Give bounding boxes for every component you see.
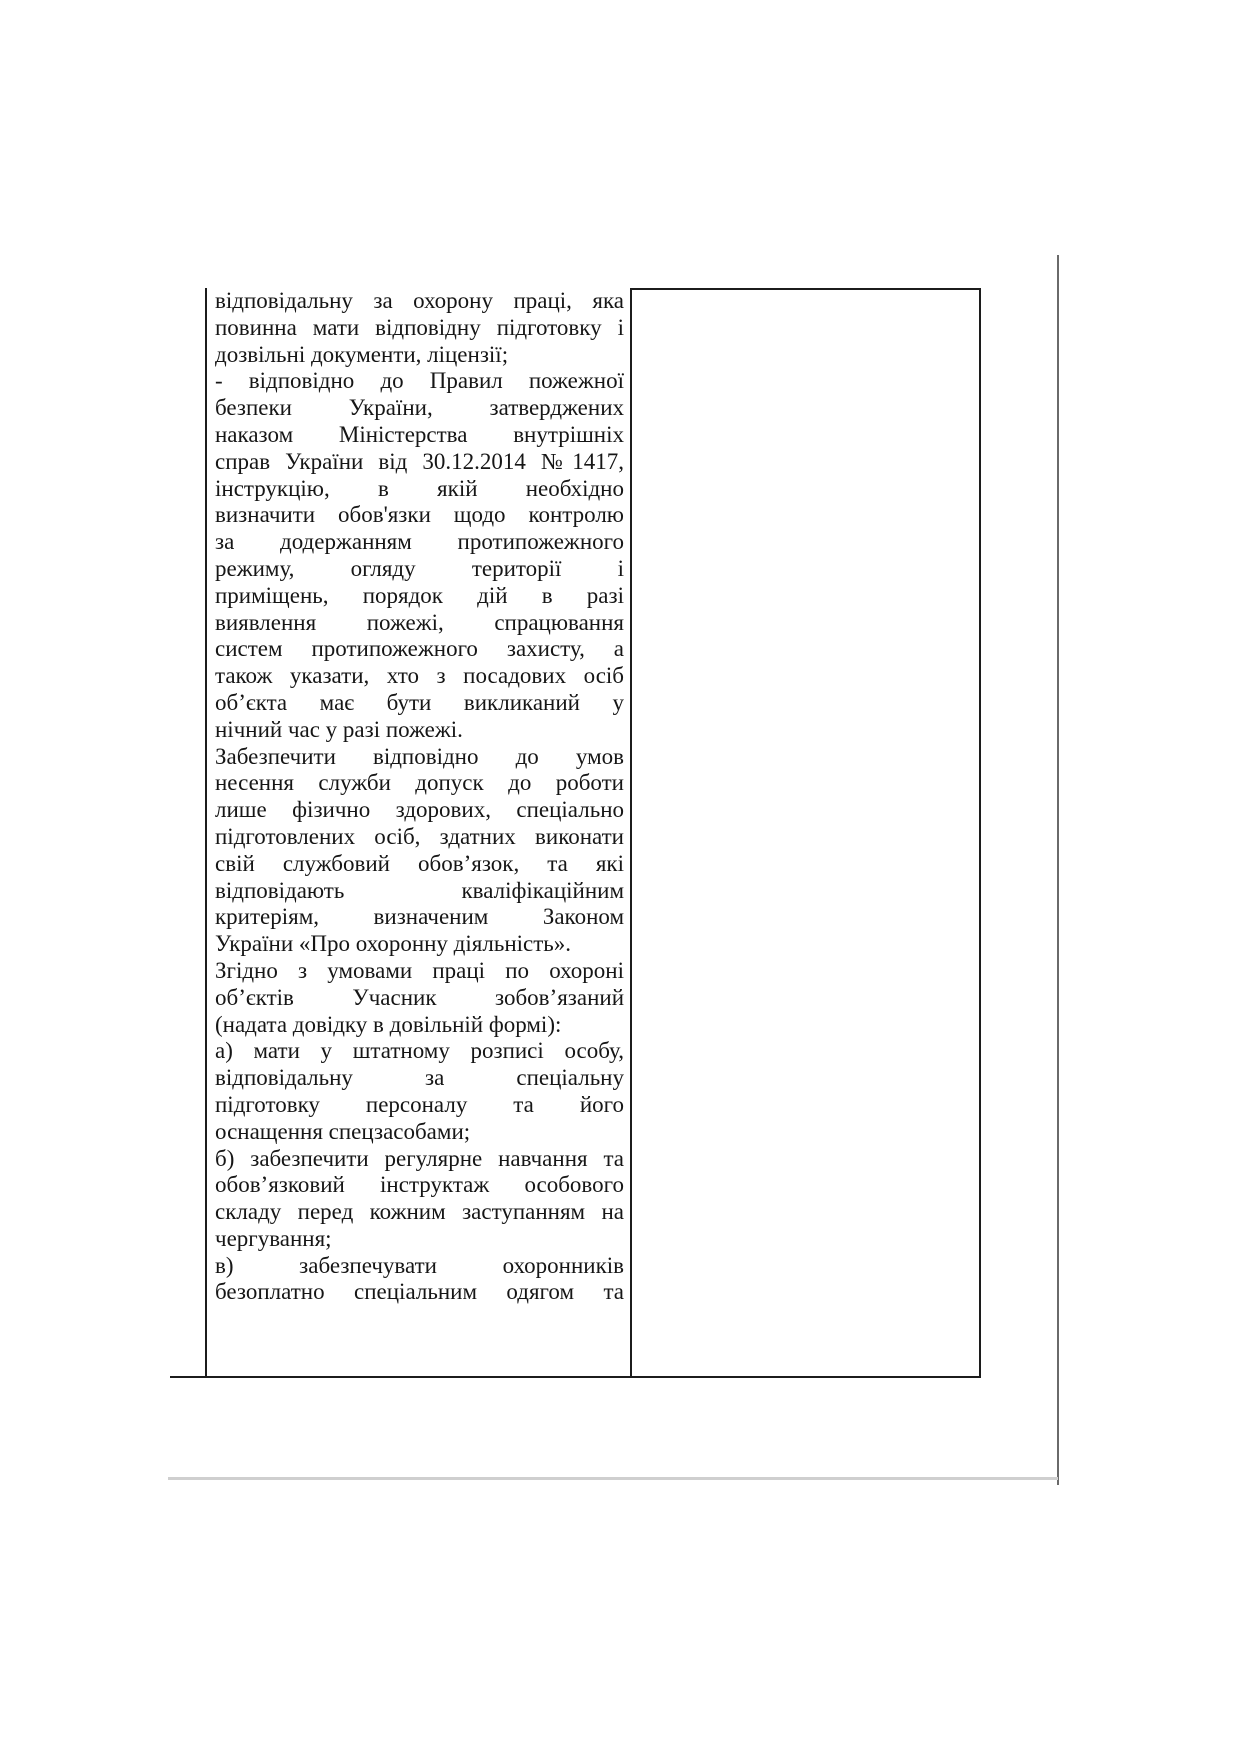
requirements-cell-text	[215, 288, 624, 1306]
text-line: (надата довідку в довільній формі):	[215, 1011, 562, 1037]
text-line: об’єктів Учасник зобов’язаний	[215, 984, 624, 1010]
text-line: несення служби допуск до роботи	[215, 770, 624, 796]
text-line: обов’язковий інструктаж особового	[215, 1172, 624, 1198]
text-line: оснащення спецзасобами;	[215, 1118, 471, 1144]
text-line: відповідають кваліфікаційним	[215, 877, 624, 903]
text-line: безоплатно спеціальним одягом та	[215, 1279, 624, 1305]
text-line: нічний час у разі пожежі.	[215, 716, 463, 742]
text-line: України «Про охоронну діяльність».	[215, 931, 572, 957]
text-line: Згідно з умовами праці по охороні	[215, 957, 624, 983]
text-line: повинна мати відповідну підготовку і	[215, 314, 624, 340]
table-border-left	[205, 288, 207, 1378]
text-line: виявлення пожежі, спрацювання	[215, 609, 624, 635]
text-line: безпеки України, затверджених	[215, 395, 624, 421]
text-line: лише фізично здорових, спеціально	[215, 797, 624, 823]
text-line: чергування;	[215, 1225, 332, 1251]
text-line: а) мати у штатному розписі особу,	[215, 1038, 624, 1064]
text-line: складу перед кожним заступанням на	[215, 1199, 624, 1225]
text-line: критеріям, визначеним Законом	[215, 904, 624, 930]
text-line: підготовлених осіб, здатних виконати	[215, 823, 624, 849]
text-line: Забезпечити відповідно до умов	[215, 743, 624, 769]
requirements-table	[170, 288, 981, 1378]
text-line: режиму, огляду території і	[215, 555, 624, 581]
text-line: наказом Міністерства внутрішніх	[215, 421, 624, 447]
empty-right-cell	[632, 290, 979, 1376]
text-line: за додержанням протипожежного	[215, 529, 624, 555]
text-line: справ України від 30.12.2014 №1417,	[215, 448, 624, 474]
text-line: систем протипожежного захисту, а	[215, 636, 624, 662]
text-line: - відповідно до Правил пожежної	[215, 368, 624, 394]
text-line: б) забезпечити регулярне навчання та	[215, 1145, 624, 1171]
text-line: об’єкта має бути викликаний у	[215, 689, 624, 715]
text-line: визначити обов'язки щодо контролю	[215, 502, 624, 528]
text-line: також указати, хто з посадових осіб	[215, 663, 624, 689]
text-line: свій службовий обов’язок, та які	[215, 850, 624, 876]
text-line: приміщень, порядок дій в разі	[215, 582, 624, 608]
text-line: в) забезпечувати охоронників	[215, 1252, 624, 1278]
table-border-right	[979, 288, 981, 1378]
text-line: дозвільні документи, ліцензії;	[215, 341, 509, 367]
text-line: відповідальну за спеціальну	[215, 1065, 624, 1091]
text-line: відповідальну за охорону праці, яка	[215, 288, 624, 313]
scan-page-edge-bottom	[168, 1477, 1058, 1480]
text-line: інструкцію, в якій необхідно	[215, 475, 624, 501]
table-border-bottom	[170, 1376, 981, 1378]
text-line: підготовку персоналу та його	[215, 1091, 624, 1117]
scan-page-edge-right	[1057, 255, 1059, 1485]
